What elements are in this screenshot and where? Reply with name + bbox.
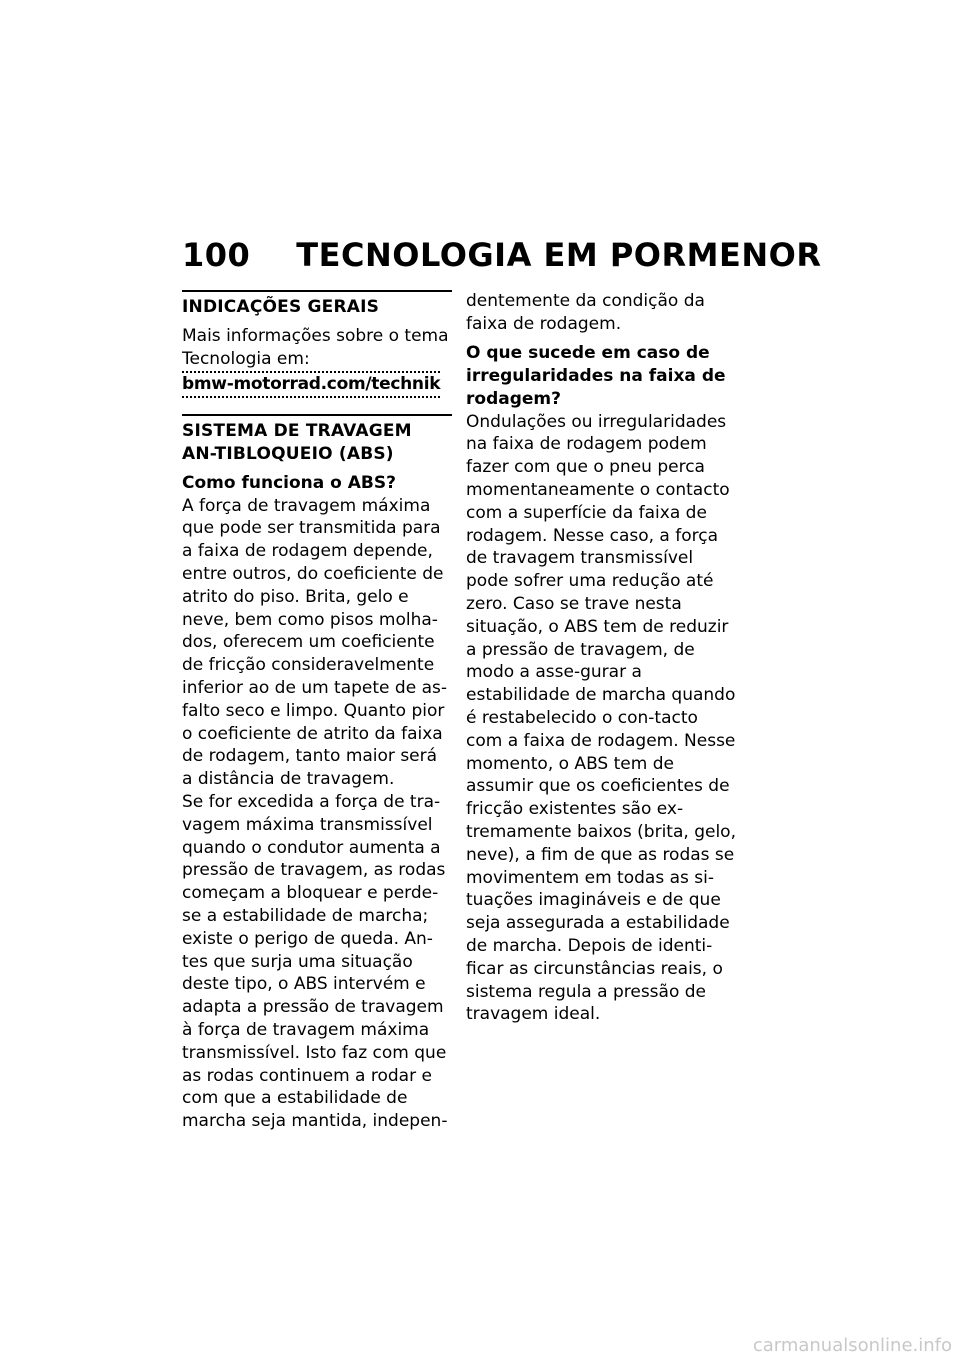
watermark: carmanualsonline.info [752, 1335, 952, 1356]
left-column [182, 290, 452, 1133]
section-rule [182, 414, 452, 416]
technik-link[interactable]: bmw-motorrad.com/technik [182, 371, 440, 398]
general-text: Mais informações sobre o tema Tecnologia em: [182, 326, 449, 369]
paragraph-abs-intervention: Se for excedida a força de tra-vagem máxima transmissível quando o condutor aumenta a pressão de travagem, as rodas começam a bloquear e perde-se a estabilidade de marcha; existe o perigo de queda. An-tes que surja uma situação deste tipo, o ABS intervém e adapta a pressão de travagem à força de travagem máxima transmissível. Isto faz com que as rodas continuem a rodar e com que a estabilidade de marcha seja mantida, indepen- [182, 791, 448, 1132]
page-header [182, 236, 822, 274]
section-rule [182, 290, 452, 292]
right-column [466, 290, 736, 1026]
paragraph-irregularities: Ondulações ou irregularidades na faixa de rodagem podem fazer com que o pneu perca momentaneamente o contacto com a superfície da faixa de rodagem. Nesse caso, a força de travagem transmissível pode sofrer uma redução até zero. Caso se trave nesta situação, o ABS tem de reduzir a pressão de travagem, de modo a asse-gurar a estabilidade de marcha quando é restabelecido o con-tacto com a faixa de rodagem. Nesse momento, o ABS tem de assumir que os coeficientes de fricção existentes são ex-tremamente baixos (brita, gelo, neve), a fim de que as rodas se movimentem em todas as si-tuações imagináveis e de que seja assegurada a estabilidade de marcha. Depois de identi-ficar as circunstâncias reais, o sistema regula a pressão de travagem ideal. [466, 411, 736, 1025]
section-title-general: INDICAÇÕES GERAIS [182, 297, 380, 317]
section-title-abs: SISTEMA DE TRAVAGEM AN-TIBLOQUEIO (ABS) [182, 420, 412, 464]
page-number: 100 [182, 236, 251, 274]
paragraph-friction: A força de travagem máxima que pode ser transmitida para a faixa de rodagem depende, entre outros, do coeficiente de atrito do piso. Brita, gelo e neve, bem como pisos molha-dos, oferecem um coeficiente de fricção consideravelmente inferior ao de um tapete de as-falto seco e limpo. Quanto pior o coeficiente de atrito da faixa de rodagem, tanto maior será a distância de travagem. [182, 495, 447, 790]
question-irregularities: O que sucede em caso de irregularidades na faixa de rodagem? [466, 342, 726, 409]
question-how-abs-works: Como funciona o ABS? [182, 472, 396, 493]
paragraph-continuation: dentemente da condição da faixa de rodagem. [466, 291, 705, 334]
page-title: TECNOLOGIA EM PORMENOR [296, 236, 822, 274]
